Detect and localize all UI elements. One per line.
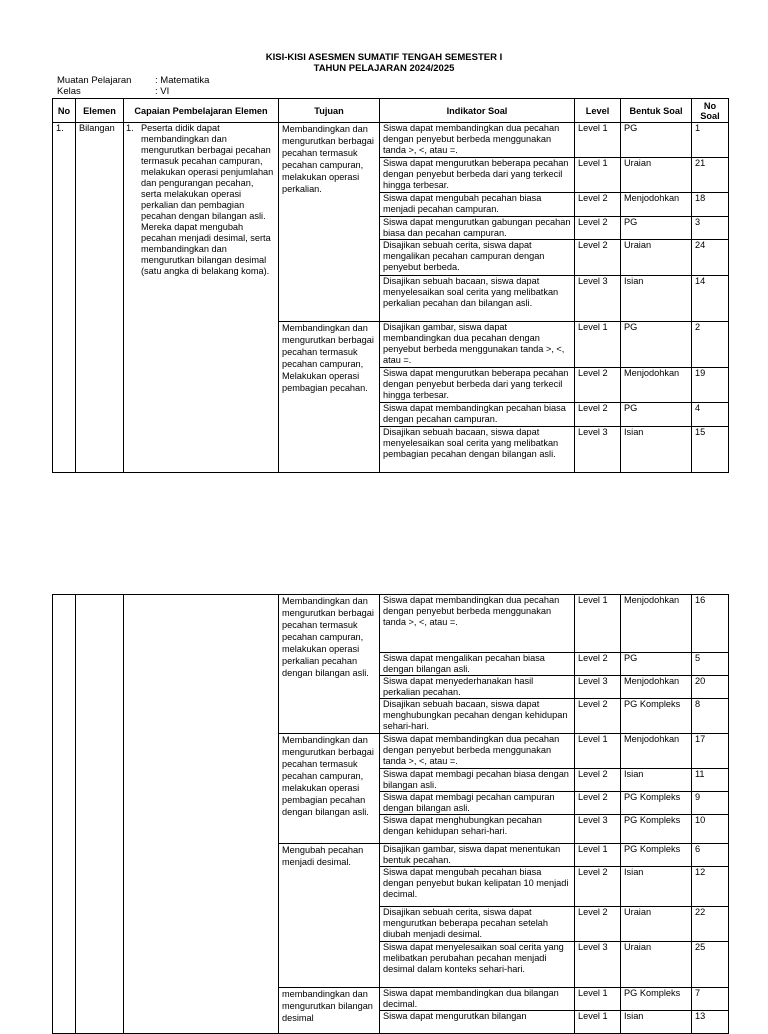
cell-nosoal: 16 [692,595,729,653]
cell-bentuk: PG [621,403,692,427]
cell-indikator: Siswa dapat membandingkan pecahan biasa dengan pecahan campuran. [380,403,575,427]
cell-nosoal: 12 [692,867,729,907]
cell-indikator: Siswa dapat membagi pecahan biasa dengan bilangan asli. [380,769,575,792]
cell-tujuan: membandingkan dan mengurutkan bilangan desimal [279,988,380,1034]
cell-level: Level 3 [575,276,621,322]
cell-level: Level 2 [575,193,621,217]
cell-indikator: Disajikan sebuah cerita, siswa dapat mengalikan pecahan campuran dengan penyebut berbeda. [380,240,575,276]
cell-indikator: Siswa dapat mengubah pecahan biasa dengan penyebut bukan kelipatan 10 menjadi decimal. [380,867,575,907]
cell-bentuk: PG Kompleks [621,699,692,734]
cell-level: Level 2 [575,867,621,907]
cell-bentuk: Menjodohkan [621,193,692,217]
cell-bentuk: Uraian [621,907,692,942]
cell-level: Level 2 [575,769,621,792]
table-header-row [53,99,729,123]
cell-bentuk: Menjodohkan [621,368,692,403]
header-level: Level [575,99,621,123]
cell-level: Level 2 [575,217,621,240]
cell-capaian [124,123,279,473]
cell-nosoal: 14 [692,276,729,322]
cell-indikator: Siswa dapat mengurutkan beberapa pecahan dengan penyebut berbeda dari yang terkecil hingga terbesar. [380,368,575,403]
cell-bentuk: Isian [621,276,692,322]
cell-level: Level 3 [575,427,621,473]
cell-nosoal: 11 [692,769,729,792]
cell-bentuk: PG Kompleks [621,844,692,867]
capaian-number: 1. [126,123,134,133]
table-row [53,595,729,653]
cell-indikator: Disajikan sebuah cerita, siswa dapat mengurutkan beberapa pecahan setelah diubah menjadi desimal. [380,907,575,942]
cell-no [53,595,76,1034]
meta-value: : Matematika [155,75,210,86]
cell-nosoal: 8 [692,699,729,734]
cell-no: 1. [53,123,76,473]
cell-level: Level 3 [575,942,621,988]
cell-nosoal: 21 [692,158,729,193]
cell-indikator: Siswa dapat mengalikan pecahan biasa dengan bilangan asli. [380,653,575,676]
cell-nosoal: 5 [692,653,729,676]
cell-nosoal: 6 [692,844,729,867]
cell-nosoal: 24 [692,240,729,276]
cell-nosoal: 4 [692,403,729,427]
cell-level: Level 2 [575,907,621,942]
cell-tujuan: Membandingkan dan mengurutkan berbagai pecahan termasuk pecahan campuran, melakukan operasi perkalian. [279,123,380,322]
cell-bentuk: Isian [621,1011,692,1034]
kisi-kisi-table-page-1 [52,98,729,473]
cell-bentuk: Uraian [621,942,692,988]
doc-subtitle: TAHUN PELAJARAN 2024/2025 [313,63,455,74]
cell-bentuk: PG [621,123,692,158]
table-row [53,123,729,158]
cell-nosoal: 25 [692,942,729,988]
cell-level: Level 1 [575,123,621,158]
cell-nosoal: 20 [692,676,729,699]
cell-bentuk: Uraian [621,158,692,193]
header-no: No [53,99,76,123]
cell-tujuan: Mengubah pecahan menjadi desimal. [279,844,380,988]
meta-value: : VI [155,86,170,97]
cell-indikator: Siswa dapat membagi pecahan campuran dengan bilangan asli. [380,792,575,815]
cell-level: Level 1 [575,595,621,653]
cell-nosoal: 10 [692,815,729,844]
cell-bentuk: Isian [621,769,692,792]
cell-capaian [124,595,279,1034]
cell-level: Level 2 [575,653,621,676]
cell-tujuan: Membandingkan dan mengurutkan berbagai pecahan termasuk pecahan campuran, melakukan operasi perkalian pecahan dengan bilangan asli. [279,595,380,734]
doc-title: KISI-KISI ASESMEN SUMATIF TENGAH SEMESTER I [265,52,503,63]
cell-bentuk: Uraian [621,240,692,276]
cell-indikator: Siswa dapat membandingkan dua pecahan dengan penyebut berbeda menggunakan tanda >, <, atau =. [380,734,575,769]
meta-label: Muatan Pelajaran [57,75,132,86]
cell-bentuk: PG Kompleks [621,988,692,1011]
cell-nosoal: 22 [692,907,729,942]
cell-nosoal: 7 [692,988,729,1011]
cell-nosoal: 18 [692,193,729,217]
cell-indikator: Siswa dapat membandingkan dua bilangan decimal. [380,988,575,1011]
header-indikator: Indikator Soal [380,99,575,123]
cell-bentuk: PG [621,653,692,676]
cell-nosoal: 17 [692,734,729,769]
cell-nosoal: 1 [692,123,729,158]
cell-bentuk: PG Kompleks [621,792,692,815]
cell-indikator: Siswa dapat membandingkan dua pecahan dengan penyebut berbeda menggunakan tanda >, <, atau =. [380,595,575,653]
cell-nosoal: 9 [692,792,729,815]
header-nosoal: No Soal [692,99,729,123]
cell-bentuk: Menjodohkan [621,734,692,769]
cell-indikator: Siswa dapat menyederhanakan hasil perkalian pecahan. [380,676,575,699]
meta-label: Kelas [57,86,81,97]
header-tujuan: Tujuan [279,99,380,123]
cell-indikator: Disajikan sebuah bacaan, siswa dapat menyelesaikan soal cerita yang melibatkan perkalian pecahan dan bilangan asli. [380,276,575,322]
cell-level: Level 1 [575,322,621,368]
cell-tujuan: Membandingkan dan mengurutkan berbagai pecahan termasuk pecahan campuran, Melakukan operasi pembagian pecahan. [279,322,380,473]
cell-bentuk: Isian [621,867,692,907]
cell-indikator: Siswa dapat mengubah pecahan biasa menjadi pecahan campuran. [380,193,575,217]
cell-indikator: Disajikan sebuah bacaan, siswa dapat menyelesaikan soal cerita yang melibatkan pembagian pecahan dengan bilangan asli. [380,427,575,473]
meta-muatan [57,75,210,86]
cell-indikator: Disajikan sebuah bacaan, siswa dapat menghubungkan pecahan dengan kehidupan sehari-hari. [380,699,575,734]
cell-indikator: Disajikan gambar, siswa dapat membandingkan dua pecahan dengan penyebut berbeda menggunakan tanda >, <, atau =. [380,322,575,368]
cell-level: Level 1 [575,158,621,193]
header-elemen: Elemen [76,99,124,123]
cell-indikator: Siswa dapat mengurutkan bilangan [380,1011,575,1034]
cell-bentuk: PG [621,322,692,368]
cell-nosoal: 13 [692,1011,729,1034]
meta-kelas [57,86,170,97]
kisi-kisi-table-page-2 [52,594,729,1034]
cell-level: Level 3 [575,815,621,844]
cell-level: Level 1 [575,734,621,769]
cell-level: Level 2 [575,368,621,403]
capaian-text: Peserta didik dapat membandingkan dan mengurutkan berbagai pecahan termasuk pecahan campuran, melakukan operasi penjumlahan dan pengurangan pecahan, serta melakukan operasi perkalian dan pembagian pecahan dengan bilangan asli. Mereka dapat mengubah pecahan menjadi desimal, serta membandingkan dan mengurutkan bilangan desimal (satu angka di belakang koma). [141,123,274,276]
cell-indikator: Siswa dapat mengurutkan beberapa pecahan dengan penyebut berbeda dari yang terkecil hingga terbesar. [380,158,575,193]
cell-elemen: Bilangan [76,123,124,473]
cell-level: Level 2 [575,403,621,427]
cell-bentuk: PG [621,217,692,240]
cell-level: Level 1 [575,988,621,1011]
cell-elemen [76,595,124,1034]
cell-bentuk: Menjodohkan [621,676,692,699]
cell-nosoal: 15 [692,427,729,473]
cell-level: Level 2 [575,699,621,734]
cell-indikator: Siswa dapat menghubungkan pecahan dengan kehidupan sehari-hari. [380,815,575,844]
cell-level: Level 1 [575,844,621,867]
header-bentuk: Bentuk Soal [621,99,692,123]
cell-bentuk: PG Kompleks [621,815,692,844]
header-capaian: Capaian Pembelajaran Elemen [124,99,279,123]
cell-level: Level 2 [575,792,621,815]
cell-indikator: Disajikan gambar, siswa dapat menentukan bentuk pecahan. [380,844,575,867]
cell-level: Level 1 [575,1011,621,1034]
cell-level: Level 3 [575,676,621,699]
cell-bentuk: Menjodohkan [621,595,692,653]
cell-nosoal: 3 [692,217,729,240]
cell-level: Level 2 [575,240,621,276]
cell-indikator: Siswa dapat membandingkan dua pecahan dengan penyebut berbeda menggunakan tanda >, <, atau =. [380,123,575,158]
cell-nosoal: 2 [692,322,729,368]
cell-tujuan: Membandingkan dan mengurutkan berbagai pecahan termasuk pecahan campuran, melakukan operasi pembagian pecahan dengan bilangan asli. [279,734,380,844]
cell-indikator: Siswa dapat menyelesaikan soal cerita yang melibatkan perubahan pecahan menjadi desimal dalam konteks sehari-hari. [380,942,575,988]
cell-bentuk: Isian [621,427,692,473]
cell-indikator: Siswa dapat mengurutkan gabungan pecahan biasa dan pecahan campuran. [380,217,575,240]
cell-nosoal: 19 [692,368,729,403]
